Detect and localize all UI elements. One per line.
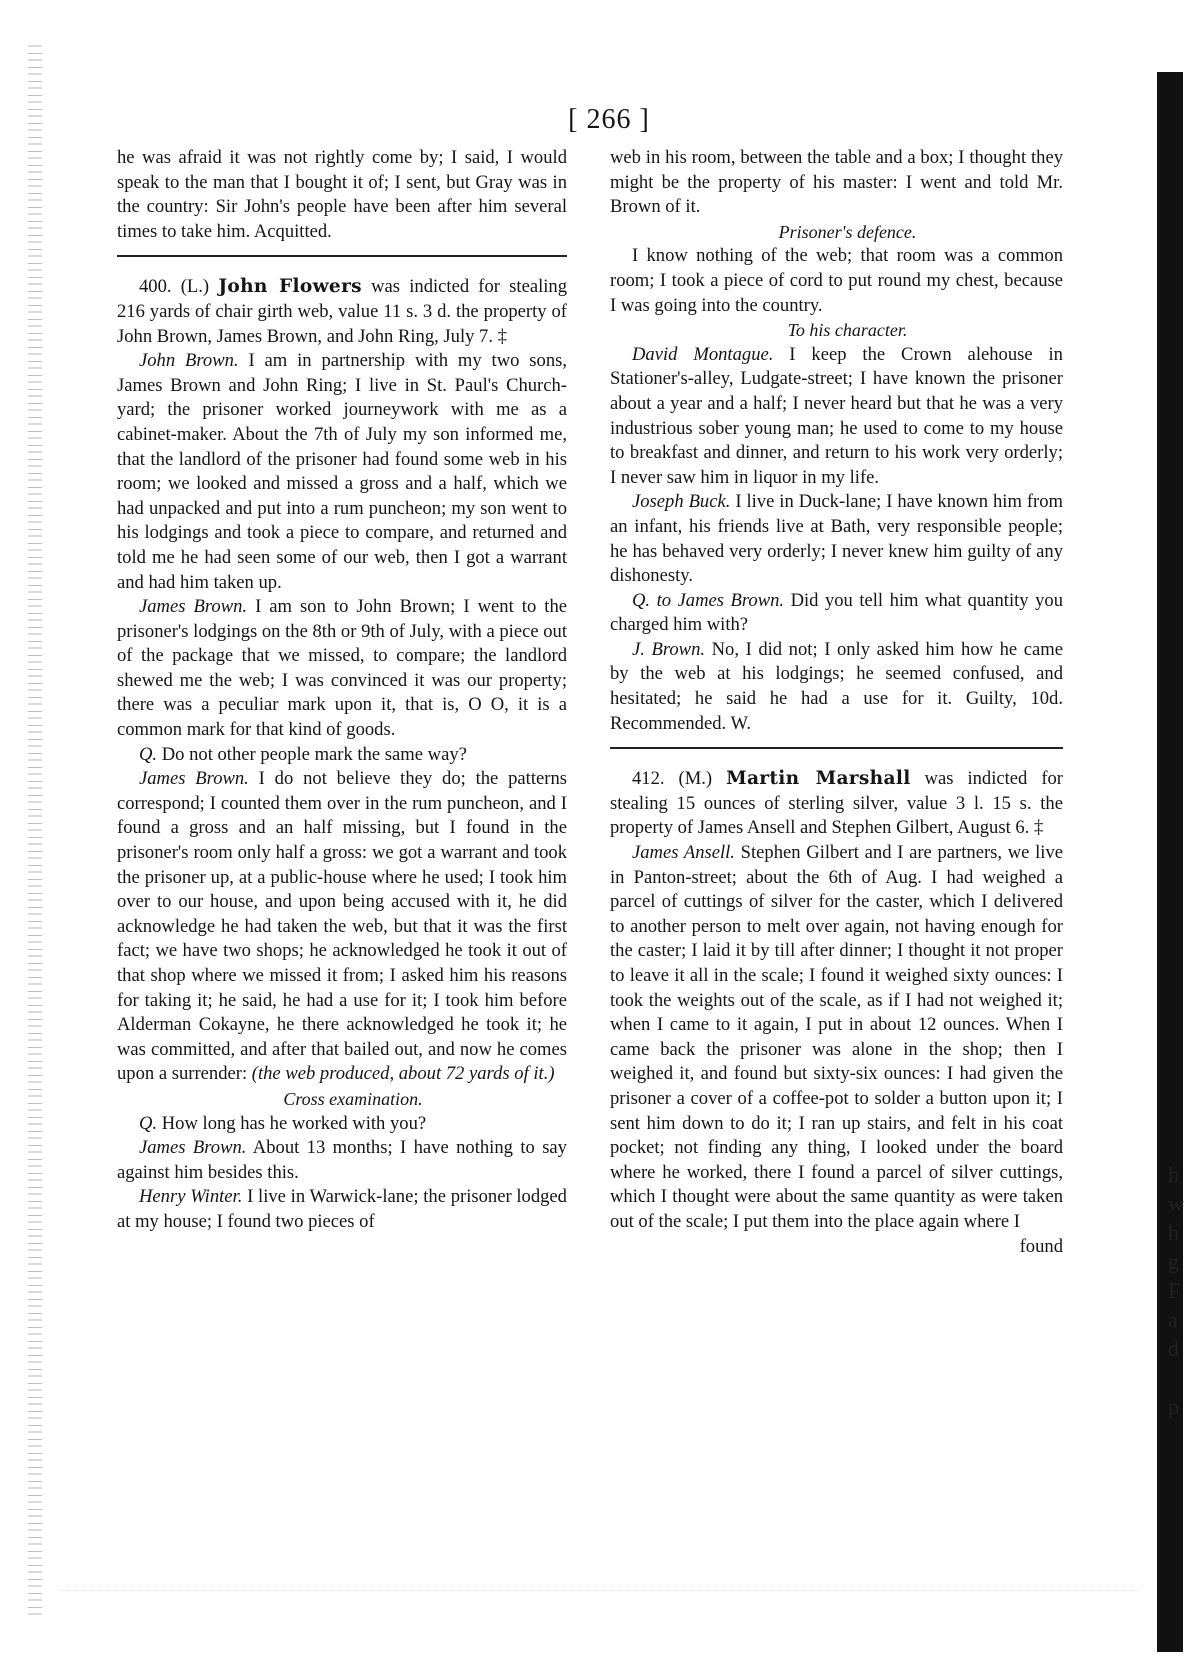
paragraph: he was afraid it was not rightly come by; I said, I would speak to the man that I bought it of; I sent, but Gray was in the country: Sir John's people have been after him several times to take him. Acquitted. — [117, 147, 567, 242]
testimony-text: I do not believe they do; the patterns correspond; I counted them over in the rum puncheon, and I found a gross and an half missing, but I found in the prisoner's room only half a gross: we got a warrant and took the prisoner up, at a public-house where he used; I took him over to our house, and upon being accused with it, he did acknowledge he had taken the web, but that it was the first fact; we have two shops; he acknowledged he took it out of that shop where we missed it from; I asked him his reasons for taking it; he said, he had a use for it; I took him before Alderman Cokayne, he there acknowledged he took it; he was committed, and after that bailed out, and now he comes upon a surrender: — [117, 768, 567, 1085]
section-rule — [610, 747, 1063, 749]
case-number: 412. (M.) — [632, 768, 713, 790]
section-heading: To his character. — [787, 320, 908, 341]
edge-letter: F — [1168, 1278, 1181, 1303]
testimony — [610, 343, 1063, 491]
question — [610, 589, 1063, 638]
question-mark-label: Q. — [139, 1112, 158, 1134]
speaker-name: Henry Winter. — [139, 1186, 243, 1208]
testimony-text: I live in Duck-lane; I have known him from an infant, his friends live at Bath, very responsible people; he has behaved very orderly; I never knew him guilty of any dishonesty. — [610, 491, 1063, 587]
page-left-edge — [28, 40, 42, 1620]
stage-note: (the web produced, about 72 yards of it.) — [251, 1063, 555, 1085]
case-number: 400. (L.) — [139, 276, 210, 298]
page-bottom-margin — [60, 1590, 1140, 1631]
testimony-text: I am in partnership with my two sons, James Brown and John Ring; I live in St. Paul's Church-yard; the prisoner worked journeywork with me as a cabinet-maker. About the 7th of July my son informed me, that the landlord of the prisoner had found some web in his room; we looked and missed a gross and a half, which we had unpacked and put into a rum puncheon; my son went to his lodgings and took a piece to compare, and returned and told me he had seen some of our web, then I got a warrant and had him taken up. — [117, 350, 568, 593]
question-mark-label: Q. — [632, 589, 651, 611]
section-heading: Prisoner's defence. — [778, 221, 917, 242]
edge-letter: p — [1168, 1394, 1179, 1419]
question-text: Do not other people mark the same way? — [157, 743, 467, 765]
question-text: Did you tell him what quantity you charged him with? — [610, 589, 1063, 636]
defendant-name: John Flowers — [218, 276, 362, 298]
speaker-name: James Ansell. — [632, 842, 735, 864]
edge-letter: d — [1168, 1336, 1179, 1361]
question-text: How long has he worked with you? — [157, 1112, 427, 1134]
speaker-name: John Brown. — [139, 350, 239, 372]
indictment-text: was indicted for stealing 15 ounces of sterling silver, value 3 l. 15 s. the property of James Ansell and Stephen Gilbert, August 6. ‡ — [610, 768, 1063, 839]
testimony-text: I keep the Crown alehouse in Stationer's-alley, Ludgate-street; I have known the prisoner about a year and a half; I never heard but that he was a very industrious sober young man; he used to come to my house to breakfast and dinner, and return to his work very orderly; I never saw him in liquor in my life. — [610, 343, 1063, 488]
page-gutter — [1122, 40, 1156, 1640]
testimony-text: I live in Warwick-lane; the prisoner lodged at my house; I found two pieces of — [117, 1186, 567, 1232]
section-heading: Cross examination. — [283, 1088, 423, 1109]
question-mark-label: Q. — [139, 743, 158, 765]
page-number: [ 266 ] — [568, 104, 650, 135]
testimony — [117, 767, 567, 1087]
testimony — [610, 490, 1063, 588]
edge-letter: w — [1168, 1191, 1184, 1216]
question-addressee: to James Brown. — [650, 589, 785, 611]
speaker-name: Joseph Buck. — [632, 491, 731, 513]
edge-letter: h — [1168, 1162, 1179, 1187]
speaker-name: James Brown. — [139, 768, 249, 790]
speaker-name: James Brown. — [139, 596, 248, 618]
defendant-name: Martin Marshall — [726, 768, 911, 790]
speaker-name: J. Brown. — [632, 638, 706, 660]
testimony — [117, 1136, 567, 1185]
catchword: found — [1019, 1235, 1063, 1257]
testimony-text: I am son to John Brown; I went to the prisoner's lodgings on the 8th or 9th of July, with a piece out of the package that we missed, to compare; the landlord shewed me the web; I was convinced it was our property; there was a peculiar mark upon it, that is, O O, it is a common mark for that kind of goods. — [117, 596, 567, 741]
question — [117, 1112, 567, 1137]
case-heading — [117, 275, 567, 349]
speaker-name: David Montague. — [632, 343, 774, 365]
edge-letter: a — [1168, 1307, 1178, 1332]
testimony — [117, 1185, 567, 1234]
edge-letter: h — [1168, 1220, 1179, 1245]
testimony — [117, 595, 567, 743]
right-column — [610, 146, 1063, 1259]
case-heading — [610, 767, 1063, 841]
section-rule — [117, 255, 567, 257]
testimony-text: No, I did not; I only asked him how he came by the web at his lodgings; he seemed confused, and hesitated; he said he had a use for it. Guilty, 10d. Recommended. W. — [610, 638, 1063, 734]
paragraph: web in his room, between the table and a box; I thought they might be the property of his master: I went and told Mr. Brown of it. — [610, 147, 1063, 218]
adjacent-page-letters — [1168, 1160, 1200, 1421]
testimony — [610, 638, 1063, 736]
paragraph: I know nothing of the web; that room was a common room; I took a piece of cord to put round my chest, because I was going into the country. — [610, 245, 1063, 316]
left-column — [117, 146, 567, 1235]
testimony — [610, 841, 1063, 1235]
question — [117, 743, 567, 768]
edge-letter — [1168, 1363, 1200, 1392]
speaker-name: James Brown. — [139, 1137, 247, 1159]
edge-letter: g — [1168, 1249, 1179, 1274]
testimony — [117, 349, 567, 595]
testimony-text: Stephen Gilbert and I are partners, we live in Panton-street; about the 6th of Aug. I had weighed a parcel of cuttings of silver for the caster, which I delivered to another person to melt over again, not having enough for the caster; I laid it by till after dinner; I thought it not proper to leave it all in the scale; I found it weighed sixty ounces: I took the weights out of the scale, as if I had not weighed it; when I came to it again, I put in about 12 ounces. When I came back the prisoner was alone in the shop; then I weighed it, and found but sixty-six ounces: I had given the prisoner a cover of a coffee-pot to solder a button upon it; I sent him down to do it; I ran up stairs, and felt in his coat pocket; not finding any thing, I looked under the board where he worked, there I found a parcel of silver cuttings, which I thought were about the same quantity as were taken out of the scale; I put them into the place again where I — [610, 842, 1064, 1232]
testimony-text: About 13 months; I have nothing to say against him besides this. — [117, 1137, 567, 1183]
indictment-text: was indicted for stealing 216 yards of chair girth web, value 11 s. 3 d. the property of John Brown, James Brown, and John Ring, July 7. ‡ — [117, 276, 568, 347]
